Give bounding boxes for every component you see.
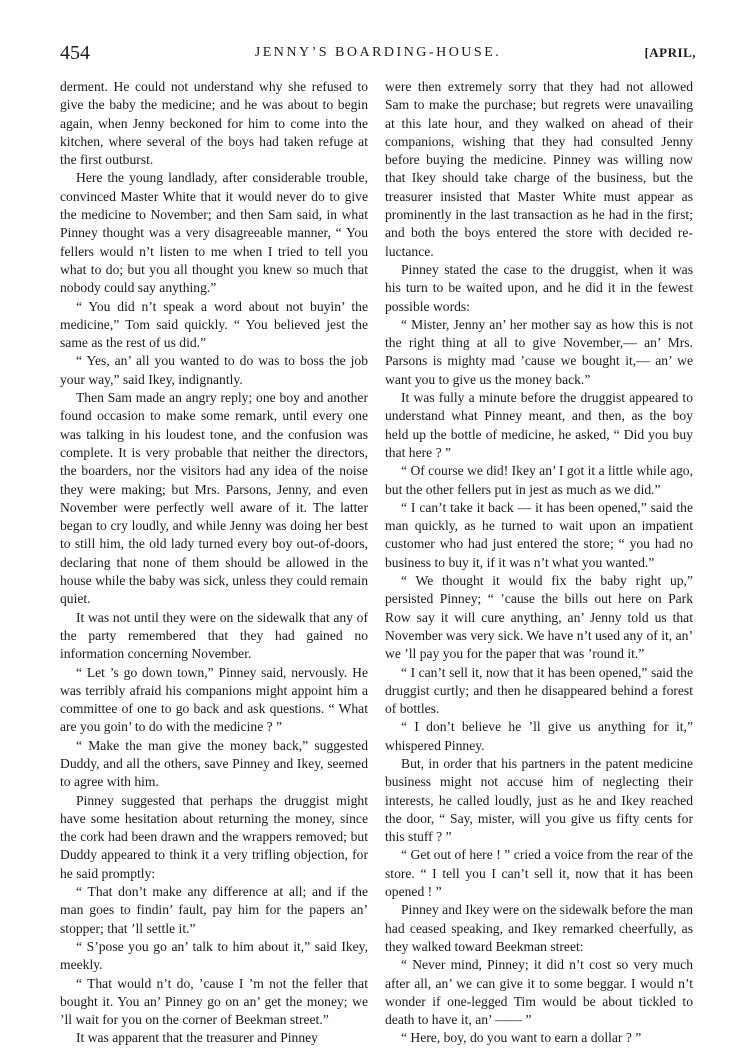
paragraph: But, in order that his partners in the patent medicine business might not accuse him of neglecting their interests, he called loudly, just as he and Ikey reached the door, “ Say, mister, will you give us fifty cents for this stuff ? ” bbox=[385, 755, 693, 845]
running-month: [APRIL, bbox=[644, 45, 696, 60]
paragraph: It was fully a minute before the druggist appeared to understand what Pinney meant, and then, as the boy held up the bottle of medicine, he asked, “ Did you buy that here ? ” bbox=[385, 390, 693, 460]
right-column bbox=[385, 78, 693, 1048]
paragraph: “ Make the man give the money back,” suggested Duddy, and all the others, save Pinney and Ikey, seemed to agree with him. bbox=[60, 737, 368, 790]
paragraph: “ Yes, an’ all you wanted to do was to boss the job your way,” said Ikey, indignantly. bbox=[60, 353, 368, 387]
paragraph: Pinney stated the case to the druggist, when it was his turn to be waited upon, and he did it in the fewest possible words: bbox=[385, 261, 693, 314]
paragraph: “ Here, boy, do you want to earn a dollar ? ” bbox=[401, 1030, 642, 1046]
paragraph: Then Sam made an angry reply; one boy and another found occasion to make some remark, until every one was talking in his loudest tone, and the confusion was complete. It is very probable that neither the directors, the boarders, nor the visitors had any idea of the noise they were making; but Mrs. Parsons, Jenny, and even November were perfectly well aware of it. The latter began to cry loudly, and while Jenny was doing her best to still him, the old lady turned every boy out-of-doors, declaring that none of them should be allowed in the house while the baby was sick, unless they could remain quiet. bbox=[60, 390, 368, 607]
paragraph: Here the young landlady, after considerable trouble, convinced Master White that it would never do to give the medicine to November; and then Sam said, in what Pinney thought was a very disagreeable manner, “ You fellers would n’t listen to me when I tried to tell you what to do; but you all thought you knew so much that nobody could say anything.” bbox=[60, 170, 368, 296]
paragraph: “ Let ’s go down town,” Pinney said, nervously. He was terribly afraid his companions might appoint him a committee of one to go back and ask questions. “ What are you goin’ to do with the medicine ? ” bbox=[60, 664, 368, 735]
paragraph: “ I can’t sell it, now that it has been opened,” said the druggist curtly; and then he disappeared behind a forest of bottles. bbox=[385, 664, 693, 717]
paragraph: “ That don’t make any difference at all; and if the man goes to findin’ fault, pay him for the papers an’ stopper; that ’ll settle it.” bbox=[60, 884, 368, 936]
paragraph: derment. He could not understand why she refused to give the baby the medicine; and he was about to begin again, when Jenny beckoned for him to come into the kitchen, where several of the boys had taken refuge at the first outburst. bbox=[60, 79, 368, 168]
paragraph: It was apparent that the treasurer and Pinney bbox=[76, 1030, 318, 1046]
paragraph: “ I don’t believe he ’ll give us anything for it,” whispered Pinney. bbox=[385, 719, 693, 753]
paragraph: “ We thought it would fix the baby right up,” persisted Pinney; “ ’cause the bills out here on Park Row say it will cure anything, an’ Jenny told us that November was very sick. We have n’t used any of it, an’ we ’ll pay you for the paper that was ’round it.” bbox=[385, 573, 693, 662]
page-header bbox=[60, 42, 696, 68]
running-title: JENNY’S BOARDING-HOUSE. bbox=[254, 45, 502, 60]
paragraph: It was not until they were on the sidewalk that any of the party remembered that they had gained no information concerning November. bbox=[60, 609, 368, 662]
paragraph: “ I can’t take it back — it has been opened,” said the man quickly, as he turned to wait upon an impatient customer who had just entered the store; “ you had no business to buy it, if it was n’t what you wanted.” bbox=[385, 499, 693, 570]
paragraph: “ S’pose you go an’ talk to him about it,” said Ikey, meekly. bbox=[60, 938, 368, 973]
paragraph: were then extremely sorry that they had not allowed Sam to make the purchase; but regrets were unavailing at this late hour, and they walked on ahead of their companions, wishing that they had consulted Jenny before buying the medicine. Pinney was willing now that Ikey should take charge of the business, but the treasurer insisted that Master White must appear as prominently in the last transaction as he had in the first; and both the boys entered the store with decided reluctance. bbox=[385, 79, 693, 259]
paragraph: “ You did n’t speak a word about not buyin’ the medicine,” Tom said quickly. “ You believed jest the same as the rest of us did.” bbox=[60, 298, 368, 351]
page-number: 454 bbox=[60, 42, 90, 64]
paragraph: Pinney suggested that perhaps the druggist might have some hesitation about returning the money, since the cork had been drawn and the wrappers removed; but Duddy appeared to think it a very trifling objection, for he said promptly: bbox=[60, 792, 368, 881]
paragraph: “ That would n’t do, ’cause I ’m not the feller that bought it. You an’ Pinney go on an’ get the money; we ’ll wait for you on the corner of Beekman street.” bbox=[60, 975, 368, 1028]
paragraph: “ Never mind, Pinney; it did n’t cost so very much after all, an’ we can give it to some beggar. I would n’t wonder if one-legged Tim would be about tickled to death to have it, an’ —— ” bbox=[385, 957, 693, 1028]
paragraph: “ Mister, Jenny an’ her mother say as how this is not the right thing at all to give November,— an’ Mrs. Parsons is mighty mad ’cause we bought it,— an’ we want you to give us the money back.” bbox=[385, 316, 693, 387]
paragraph: “ Get out of here ! ” cried a voice from the rear of the store. “ I tell you I can’t sell it, now that it has been opened ! ” bbox=[385, 847, 693, 900]
left-column bbox=[60, 78, 368, 1048]
paragraph: “ Of course we did! Ikey an’ I got it a little while ago, but the other fellers put in jest as much as we did.” bbox=[385, 463, 693, 497]
paragraph: Pinney and Ikey were on the sidewalk before the man had ceased speaking, and Ikey remarked cheerfully, as they walked toward Beekman street: bbox=[385, 902, 693, 954]
